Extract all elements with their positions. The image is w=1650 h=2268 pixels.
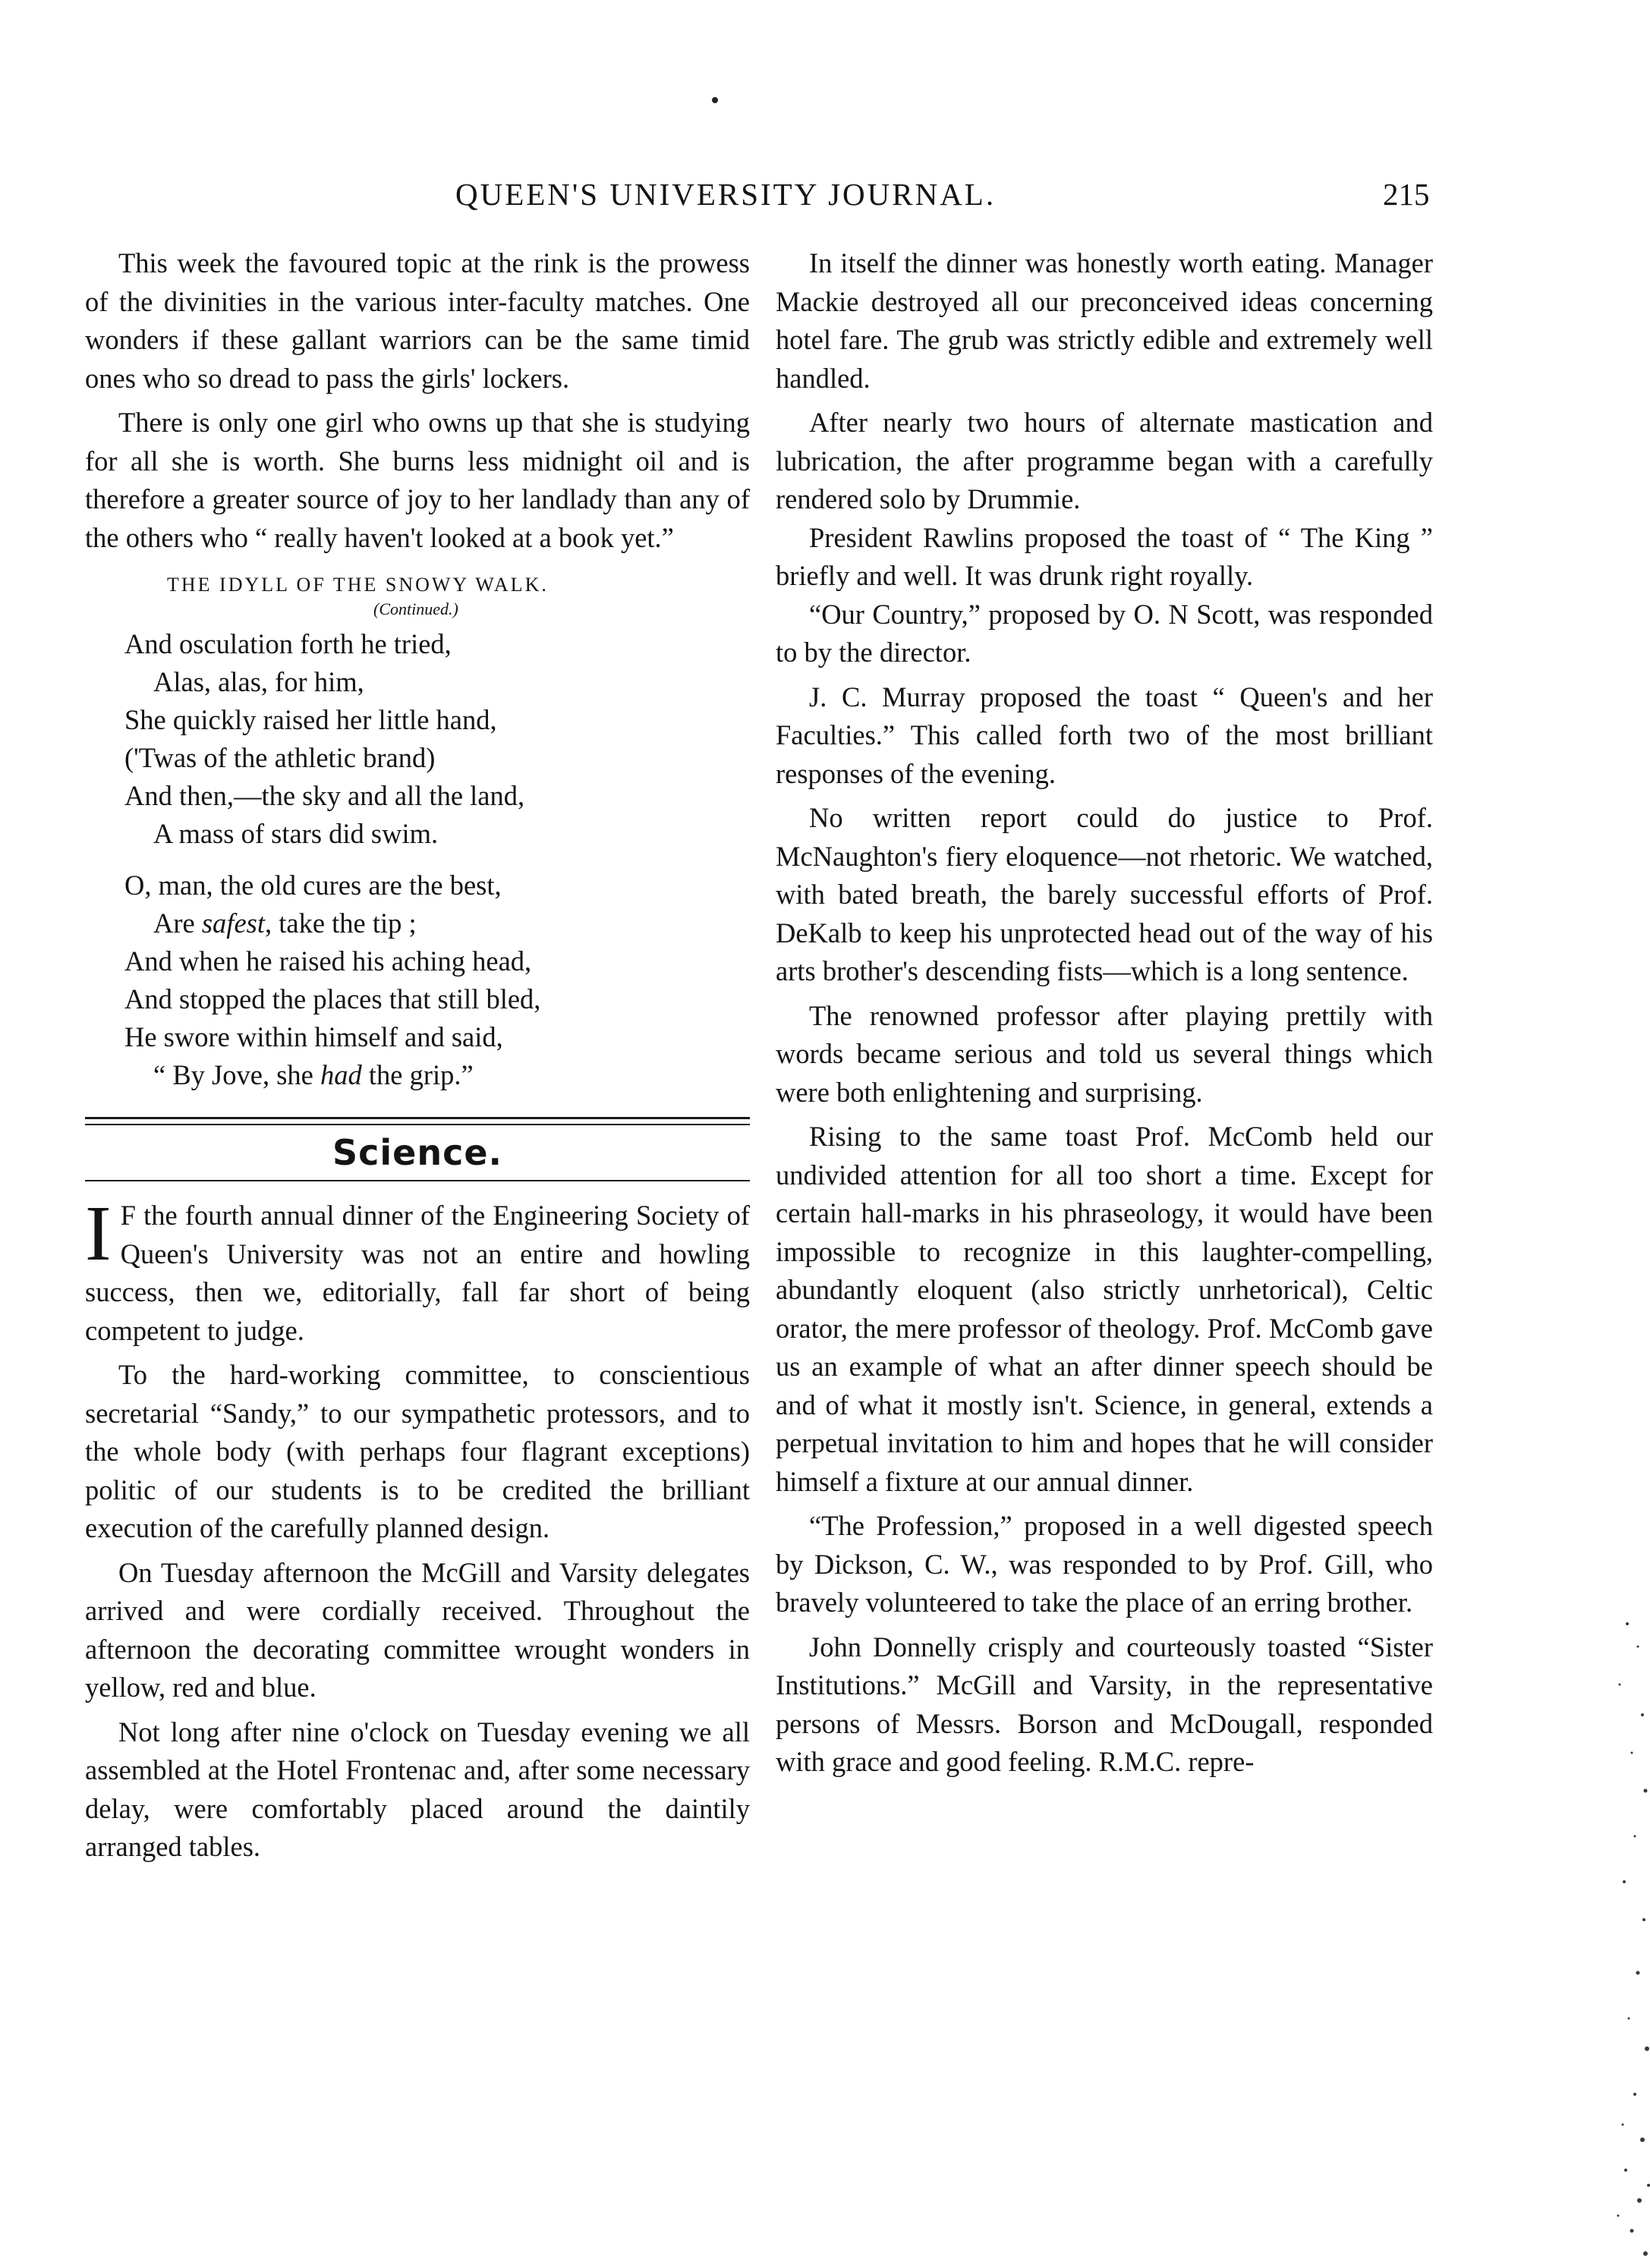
poem-line: Alas, alas, for him, bbox=[153, 666, 364, 697]
poem-line: ('Twas of the athletic brand) bbox=[124, 742, 436, 773]
section-divider bbox=[85, 1180, 750, 1181]
paragraph: J. C. Murray proposed the toast “ Queen's and her Faculties.” This called forth two of the most brilliant responses of the evening. bbox=[776, 681, 1433, 789]
poem-title: THE IDYLL OF THE SNOWY WALK. bbox=[167, 574, 549, 596]
paragraph: On Tuesday afternoon the McGill and Varsity delegates arrived and were cordially received. Throughout the afternoon the decorating committee wrought wonders in yellow, red and blue. bbox=[85, 1556, 750, 1703]
paragraph: This week the favoured topic at the rink is the prowess of the divinities in the various inter-faculty matches. One wonders if these gallant warriors can be the same timid ones who so dread to pass the girls' lockers. bbox=[85, 247, 750, 394]
poem-text: , take the tip ; bbox=[265, 908, 417, 939]
print-speck bbox=[712, 97, 718, 103]
paragraph: To the hard-working committee, to conscientious secretarial “Sandy,” to our sympathetic protessors, and to the whole body (with perhaps four flagrant exceptions) politic of our students is to be credited the brilliant execution of the carefully planned design. bbox=[85, 1359, 750, 1543]
page-header bbox=[0, 176, 1650, 222]
poem-line: And when he raised his aching head, bbox=[124, 945, 532, 977]
poem-line: And stopped the places that still bled, bbox=[124, 983, 541, 1014]
paragraph: The renowned professor after playing prettily with words became serious and told us several things which were both enlightening and surprising. bbox=[776, 999, 1433, 1108]
paragraph: No written report could do justice to Prof. McNaughton's fiery eloquence—not rhetoric. We watched, with bated breath, the barely successful efforts of Prof. DeKalb to keep his unprotected head out of the way of his arts brother's descending fists—which is a long sentence. bbox=[776, 802, 1433, 986]
poem-emphasis: safest bbox=[201, 908, 265, 939]
poem-line: A mass of stars did swim. bbox=[153, 818, 439, 849]
paragraph: John Donnelly crisply and courteously toasted “Sister Institutions.” McGill and Varsity, in the representative persons of Messrs. Borson and McDougall, responded with grace and good feeling. R.M.C. repre- bbox=[776, 1631, 1433, 1777]
paragraph-text: F the fourth annual dinner of the Engineering Society of Queen's University was not an entire and howling success, then we, editorially, fall far short of being competent to judge. bbox=[85, 1200, 750, 1346]
poem-line: And then,—the sky and all the land, bbox=[124, 780, 525, 811]
paragraph: “Our Country,” proposed by O. N Scott, was responded to by the director. bbox=[776, 598, 1433, 668]
paragraph: President Rawlins proposed the toast of “ The King ” briefly and well. It was drunk right royally. bbox=[776, 521, 1433, 591]
paragraph: Rising to the same toast Prof. McComb held our undivided attention for all too short a time. Except for certain hall-marks in his phraseology, it would have been impossible to recognize in this laughter-compelling, abundantly eloquent (also strictly unrhetorical), Celtic orator, the mere professor of theology. Prof. McComb gave us an example of what an after dinner speech should be and of what it mostly isn't. Science, in general, extends a perpetual invitation to him and hopes that he will consider himself a fixture at our annual dinner. bbox=[776, 1121, 1433, 1497]
poem-line bbox=[124, 904, 750, 942]
page-edge-specks bbox=[1559, 1593, 1650, 2268]
section-heading: Science. bbox=[332, 1132, 503, 1173]
right-column bbox=[776, 244, 1433, 1782]
poem-subtitle: (Continued.) bbox=[373, 599, 458, 618]
poem-stanza bbox=[124, 625, 750, 853]
poem-text: Are bbox=[153, 908, 202, 939]
poem-text: the grip.” bbox=[361, 1059, 474, 1090]
section-divider bbox=[85, 1117, 750, 1125]
poem-text: “ By Jove, she bbox=[153, 1059, 320, 1090]
paragraph: After nearly two hours of alternate mastication and lubrication, the after programme began with a carefully rendered solo by Drummie. bbox=[776, 407, 1433, 514]
poem-line: O, man, the old cures are the best, bbox=[124, 870, 502, 901]
poem-line: And osculation forth he tried, bbox=[124, 628, 452, 659]
poem-line: He swore within himself and said, bbox=[124, 1021, 503, 1052]
left-column bbox=[85, 244, 750, 1867]
page-number: 215 bbox=[1383, 177, 1430, 212]
paragraph: In itself the dinner was honestly worth eating. Manager Mackie destroyed all our preconceived ideas concerning hotel fare. The grub was strictly edible and extremely well handled. bbox=[776, 247, 1433, 394]
paragraph: “The Profession,” proposed in a well digested speech by Dickson, C. W., was responded to by Prof. Gill, who bravely volunteered to take the place of an erring brother. bbox=[776, 1510, 1433, 1618]
running-head: QUEEN'S UNIVERSITY JOURNAL. bbox=[455, 177, 997, 212]
drop-cap: I bbox=[85, 1190, 112, 1277]
poem-line bbox=[124, 1056, 750, 1094]
poem-line: She quickly raised her little hand, bbox=[124, 704, 497, 735]
paragraph: There is only one girl who owns up that she is studying for all she is worth. She burns less midnight oil and is therefore a greater source of joy to her landlady than any of the others who “ really haven't looked at a book yet.” bbox=[85, 407, 750, 553]
poem-stanza bbox=[124, 867, 750, 1094]
paragraph bbox=[85, 1190, 750, 1350]
paragraph: Not long after nine o'clock on Tuesday evening we all assembled at the Hotel Frontenac and, after some necessary delay, were comfortably placed around the daintily arranged tables. bbox=[85, 1716, 750, 1862]
poem-emphasis: had bbox=[320, 1059, 362, 1090]
